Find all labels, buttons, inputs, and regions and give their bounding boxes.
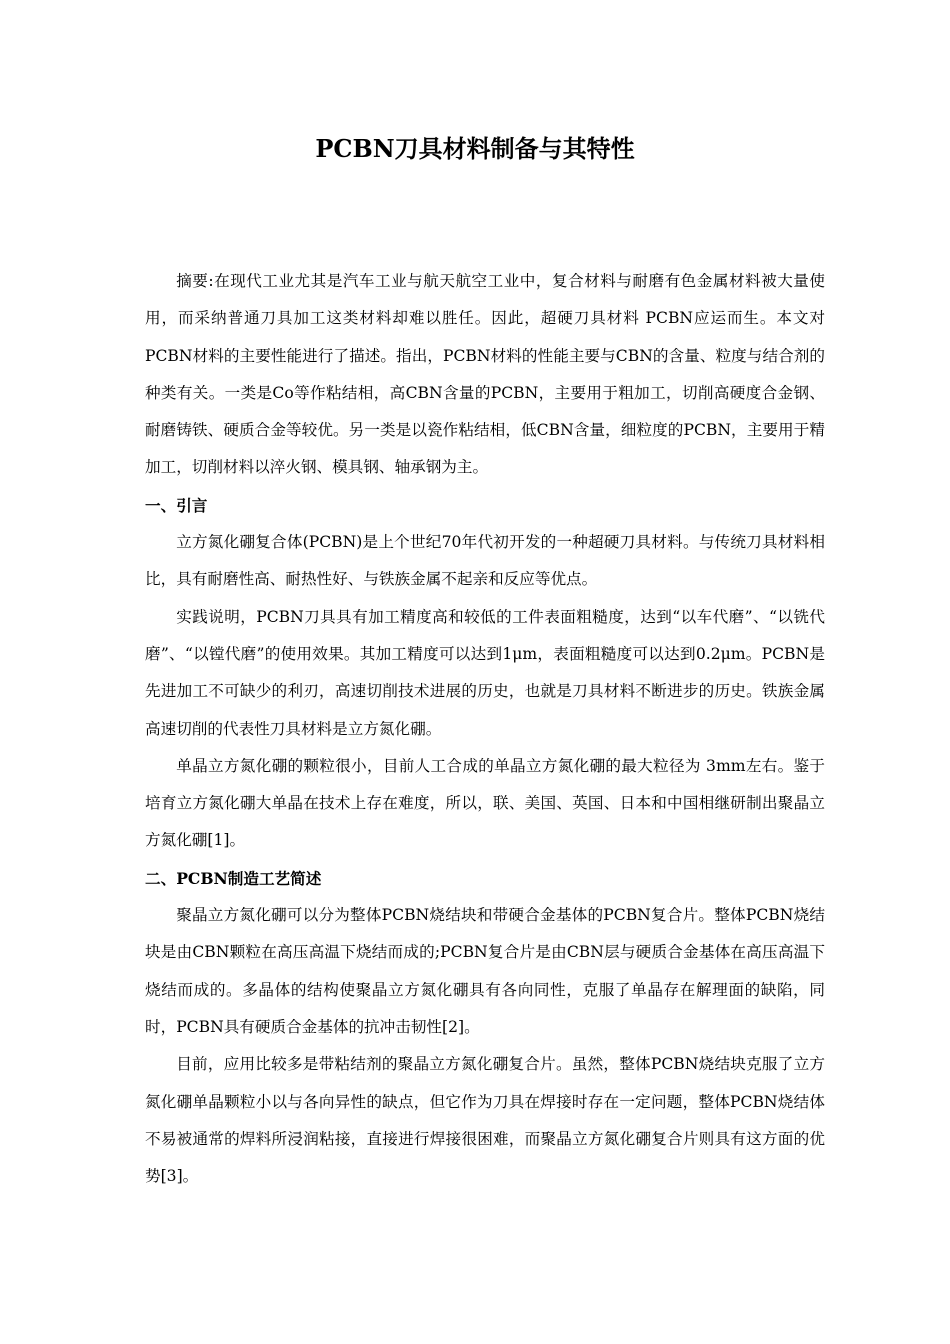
process-paragraph-1: 聚晶立方氮化硼可以分为整体PCBN烧结块和带硬合金基体的PCBN复合片。整体PCBN烧结块是由CBN颗粒在高压高温下烧结而成的;PCBN复合片是由CBN层与硬质合金基体在高压高温下烧结而成的。多晶体的结构使聚晶立方氮化硼具有各向同性，克服了单晶存在解理面的缺陷，同时，PCBN具有硬质合金基体的抗冲击韧性[2]。 [145, 906, 825, 1036]
abstract-paragraph: 摘要:在现代工业尤其是汽车工业与航天航空工业中，复合材料与耐磨有色金属材料被大量使用，而采纳普通刀具加工这类材料却难以胜任。因此，超硬刀具材料 PCBN应运而生。本文对PCBN材料的主要性能进行了描述。指出，PCBN材料的性能主要与CBN的含量、粒度与结合剂的种类有关。一类是Co等作粘结相，高CBN含量的PCBN，主要用于粗加工，切削高硬度合金钢、耐磨铸铁、硬质合金等较优。另一类是以瓷作粘结相，低CBN含量，细粒度的PCBN，主要用于精加工，切削材料以淬火钢、模具钢、轴承钢为主。 [145, 272, 825, 477]
process-paragraph-2: 目前，应用比较多是带粘结剂的聚晶立方氮化硼复合片。虽然，整体PCBN烧结块克服了立方氮化硼单晶颗粒小以与各向异性的缺点，但它作为刀具在焊接时存在一定问题，整体PCBN烧结体不易被通常的焊料所浸润粘接，直接进行焊接很困难，而聚晶立方氮化硼复合片则具有这方面的优势[3]。 [145, 1055, 825, 1186]
introduction-paragraph-3: 单晶立方氮化硼的颗粒很小，目前人工合成的单晶立方氮化硼的最大粒径为 3mm左右。鉴于培育立方氮化硼大单晶在技术上存在难度，所以，联、美国、英国、日本和中国相继研制出聚晶立方氮化硼[1]。 [145, 756, 825, 850]
section-heading-process: 二、PCBN制造工艺简述 [145, 868, 322, 888]
introduction-paragraph-1: 立方氮化硼复合体(PCBN)是上个世纪70年代初开发的一种超硬刀具材料。与传统刀具材料相比，具有耐磨性高、耐热性好、与铁族金属不起亲和反应等优点。 [145, 533, 825, 589]
document-body [145, 263, 825, 1195]
introduction-paragraph-2: 实践说明，PCBN刀具具有加工精度高和较低的工件表面粗糙度，达到“以车代磨”、“以铣代磨”、“以镗代磨”的使用效果。其加工精度可以达到1μm，表面粗糙度可以达到0.2μm。PCBN是先进加工不可缺少的利刃，高速切削技术进展的历史，也就是刀具材料不断进步的历史。铁族金属高速切削的代表性刀具材料是立方氮化硼。 [145, 607, 825, 738]
section-heading-introduction: 一、引言 [145, 495, 208, 515]
document-title: PCBN刀具材料制备与其特性 [315, 134, 635, 163]
